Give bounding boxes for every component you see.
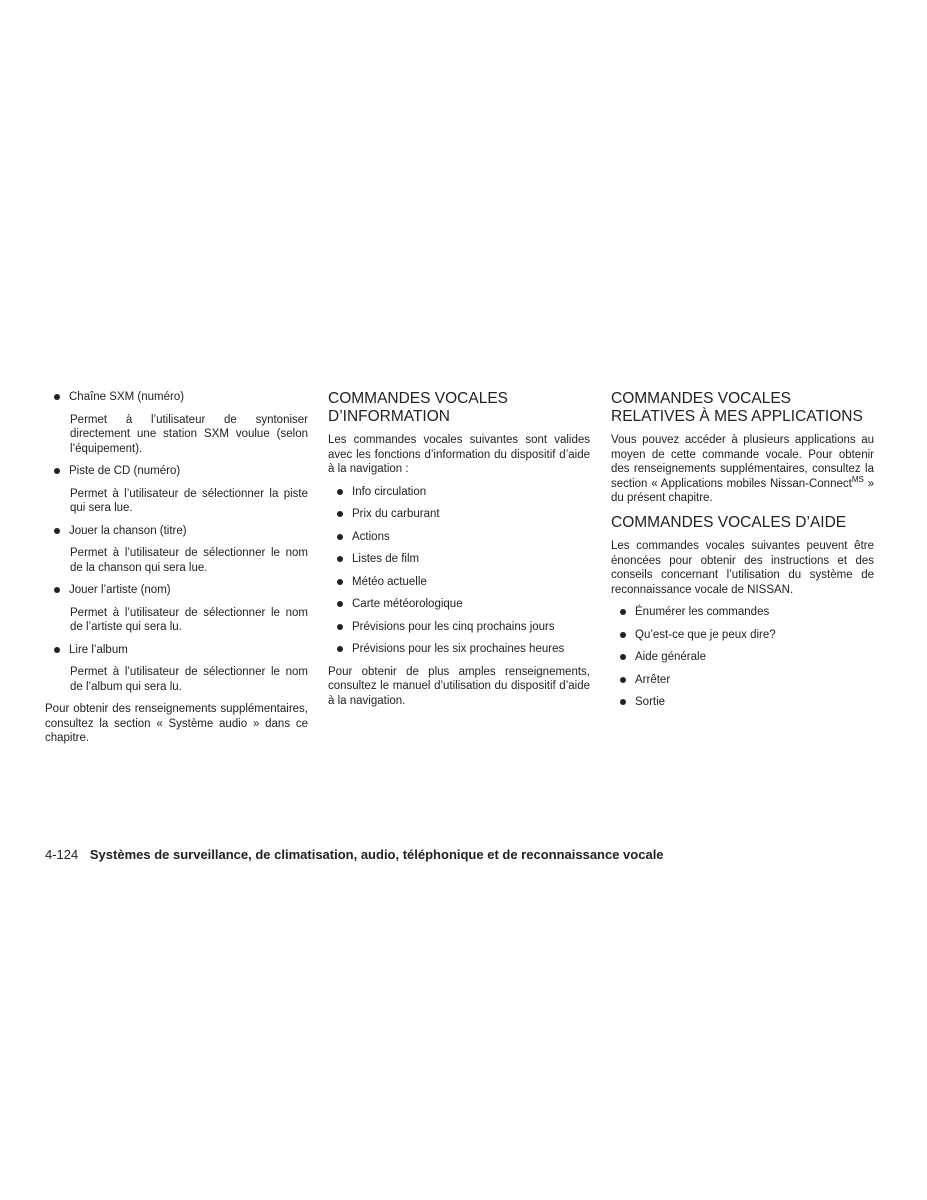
list-item: Info circulation <box>328 485 590 500</box>
heading-line: COMMANDES VOCALES <box>611 390 792 407</box>
list-item: Lire l’album <box>45 643 308 658</box>
list-item: Prévisions pour les cinq prochains jours <box>328 620 590 635</box>
list-item: Arrêter <box>611 673 874 688</box>
list-item: Sortie <box>611 695 874 710</box>
intro-paragraph: Les commandes vocales suivantes sont valides avec les fonctions d’information du dispositif d’aide à la navigation : <box>328 434 590 475</box>
paragraph-text: » du présent chapitre. <box>611 477 874 504</box>
list-item: Actions <box>328 530 590 545</box>
item-description: Permet à l’utilisateur de sélectionner le nom de l’album qui sera lu. <box>70 666 308 693</box>
section-heading <box>328 390 590 425</box>
chapter-title: Systèmes de surveillance, de climatisation, audio, téléphonique et de reconnaissance vocale <box>89 847 664 862</box>
section-heading: COMMANDES VOCALES D’AIDE <box>611 513 847 531</box>
heading-line: RELATIVES À MES APPLICATIONS <box>611 407 863 425</box>
list-item: Qu’est-ce que je peux dire? <box>611 628 874 643</box>
heading-line: COMMANDES VOCALES <box>328 390 509 407</box>
heading-line: D’INFORMATION <box>328 407 450 425</box>
list-item: Jouer l’artiste (nom) <box>45 583 308 598</box>
list-item: Prévisions pour les six prochaines heures <box>328 642 590 657</box>
item-description: Permet à l’utilisateur de sélectionner la piste qui sera lue. <box>70 487 308 514</box>
column-left <box>45 390 308 754</box>
list-item: Jouer la chanson (titre) <box>45 524 308 539</box>
list-item: Carte météorologique <box>328 597 590 612</box>
help-paragraph: Les commandes vocales suivantes peuvent être énoncées pour obtenir des instructions et des conseils concernant l’utilisation du système de reconnaissance vocale de NISSAN. <box>611 540 874 596</box>
apps-paragraph <box>611 433 874 506</box>
list-item: Énumérer les commandes <box>611 605 874 620</box>
column-right <box>611 390 874 718</box>
item-description: Permet à l’utilisateur de sélectionner le nom de la chanson qui sera lue. <box>70 547 308 574</box>
list-item: Piste de CD (numéro) <box>45 464 308 479</box>
superscript: MS <box>851 474 864 484</box>
item-description: Permet à l’utilisateur de sélectionner le nom de l’artiste qui sera lu. <box>70 606 308 633</box>
page-number: 4-124 <box>45 847 79 862</box>
command-list <box>611 605 874 710</box>
list-item: Aide générale <box>611 650 874 665</box>
command-list <box>328 485 590 657</box>
list-item: Chaîne SXM (numéro) <box>45 390 308 405</box>
list-item: Prix du carburant <box>328 507 590 522</box>
list-item: Météo actuelle <box>328 575 590 590</box>
list-item: Listes de film <box>328 552 590 567</box>
item-description: Permet à l’utilisateur de syntoniser directement une station SXM voulue (selon l’équipement). <box>70 413 308 455</box>
closing-paragraph: Pour obtenir de plus amples renseignements, consultez le manuel d’utilisation du dispositif d’aide à la navigation. <box>328 665 590 707</box>
closing-paragraph: Pour obtenir des renseignements supplémentaires, consultez la section « Système audio » dans ce chapitre. <box>45 703 308 744</box>
paragraph-text: Vous pouvez accéder à plusieurs applications au moyen de cette commande vocale. Pour obtenir des renseignements supplémentaires, consultez la section « Applications mobiles Nissan-Connect <box>611 434 874 490</box>
section-heading <box>611 390 874 425</box>
column-middle <box>328 390 590 716</box>
page-footer <box>45 846 664 864</box>
